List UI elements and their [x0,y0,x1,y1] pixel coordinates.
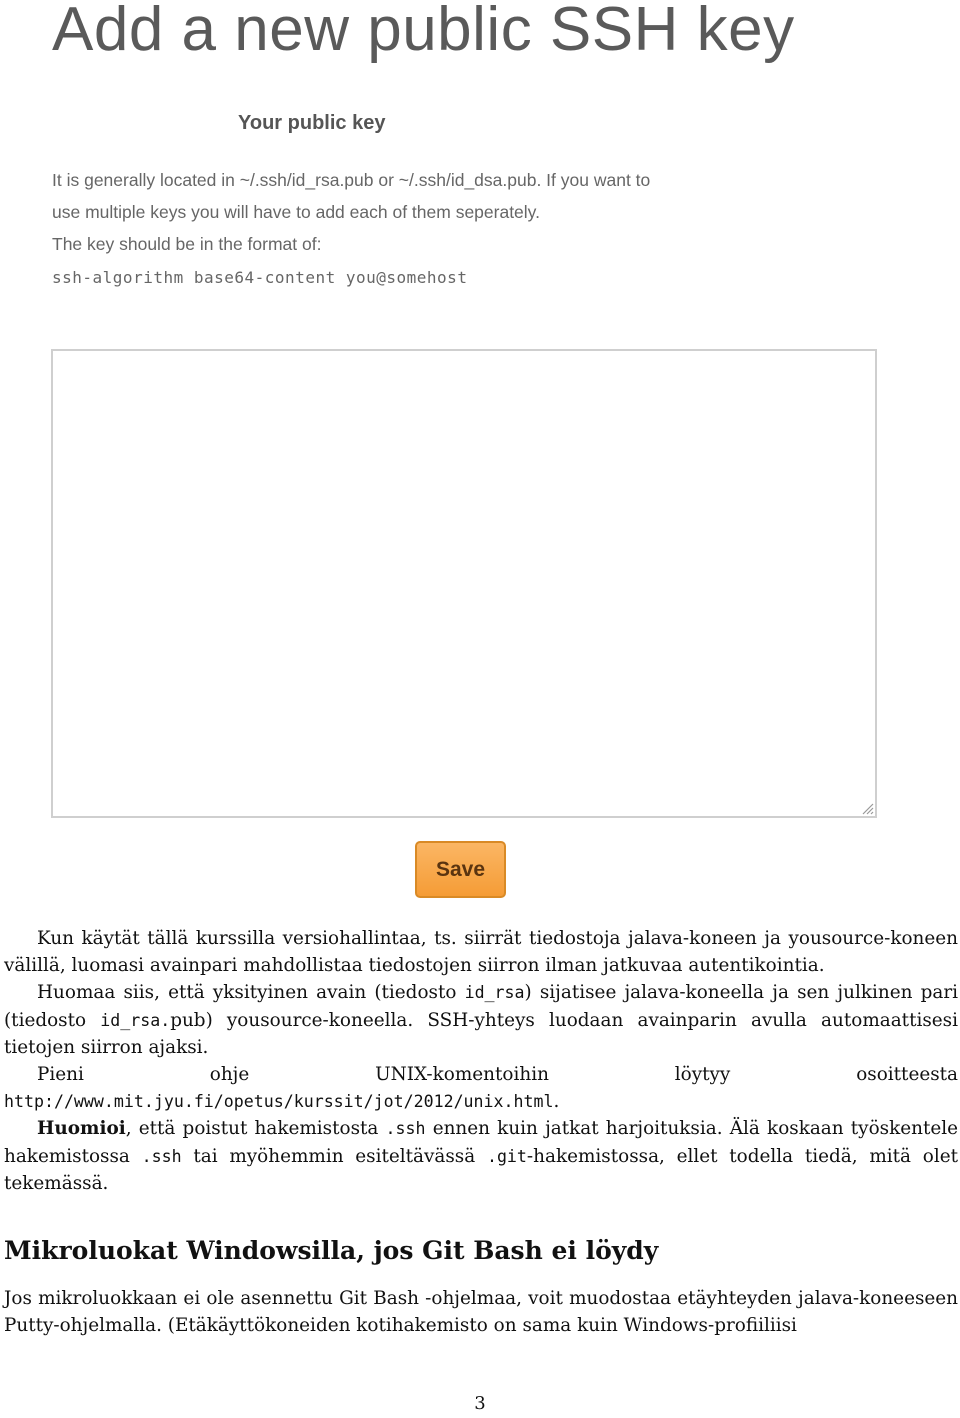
paragraph-warning [4,1115,958,1197]
p4-text-d: -hakemistossa, ellet todella tiedä, mitä olet tekemässä. [4,1145,958,1194]
key-format-hint: The key should be in the format of: [52,234,322,254]
paragraph-key-locations [4,979,958,1061]
resize-handle-icon[interactable] [860,801,874,815]
key-format-example: ssh-algorithm base64-content you@somehost [52,268,468,287]
p2-text-b: ) sijatisee jalava-koneella ja sen julkinen pari (tiedosto [4,982,959,1031]
p2-text-a: Huomaa siis, että yksityinen avain (tiedosto [37,982,465,1004]
warning-label: Huomioi [37,1118,126,1140]
p2-text-c: pub) yousource-koneella. SSH-yhteys luodaan avainparin avulla automaattisesi tietojen siirron ajaksi. [4,1009,958,1058]
p3-text-b: . [553,1091,560,1113]
code-id-rsa-pub: id_rsa. [100,1010,171,1030]
key-help-text [52,164,672,294]
p4-text-a: , että poistut hakemistosta [125,1118,386,1140]
public-key-textarea[interactable] [51,349,877,818]
paragraph-version-control: Kun käytät tällä kurssilla versiohallintaa, ts. siirrät tiedostoja jalava-koneen ja yousource-koneen välillä, luomasi avainpari mahdollistaa tiedostojen siirron ilman jatkuvaa autentikointia. [4,928,958,977]
form-title: Add a new public SSH key [52,0,795,64]
p3-text-a: Pieni ohje UNIX-komentoihin löytyy osoitteesta [37,1064,958,1086]
section-heading: Mikroluokat Windowsilla, jos Git Bash ei löydy [4,1236,659,1266]
p4-text-c: tai myöhemmin esiteltävässä [181,1145,487,1167]
save-button[interactable]: Save [415,841,506,898]
public-key-heading: Your public key [238,112,386,134]
code-id-rsa: id_rsa [464,983,525,1003]
page-number: 3 [474,1393,486,1414]
code-ssh-dir-2: .ssh [141,1146,182,1166]
unix-guide-link[interactable]: http://www.mit.jyu.fi/opetus/kurssit/jot/2012/unix.html [4,1092,554,1112]
p4-text-b: ennen kuin jatkat harjoituksia. Älä koskaan työskentele hakemistossa [4,1118,958,1167]
code-git-dir: .git [486,1146,527,1166]
code-ssh-dir-1: .ssh [385,1119,426,1139]
paragraph-putty: Jos mikroluokkaan ei ole asennettu Git Bash -ohjelmaa, voit muodostaa etäyhteyden jalava-koneeseen Putty-ohjelmalla. (Etäkäyttökoneiden kotihakemisto on sama kuin Windows-profiiliisi [4,1288,958,1337]
document-body [4,925,958,1339]
paragraph-unix-guide [4,1061,958,1115]
key-location-hint: It is generally located in ~/.ssh/id_rsa.pub or ~/.ssh/id_dsa.pub. If you want to use multiple keys you will have to add each of them seperately. [52,170,651,222]
